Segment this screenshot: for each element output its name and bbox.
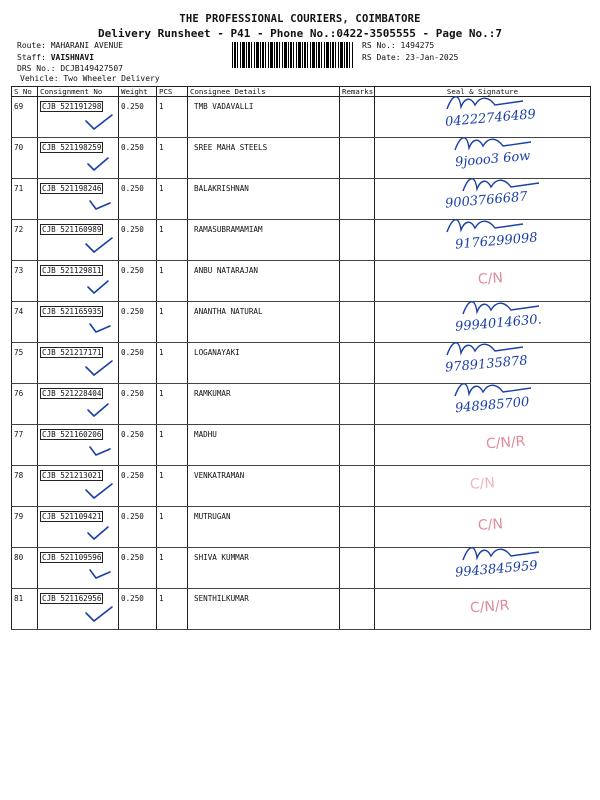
consignment-number: CJB 521109596 [42, 553, 102, 562]
consignee-name: SENTHILKUMAR [194, 594, 249, 603]
signature-cell [375, 384, 591, 425]
pcs-value-cell [157, 548, 188, 589]
remarks-value-cell [340, 138, 375, 179]
phone-number-handwritten: 9176299098 [454, 230, 539, 253]
remarks-value-cell [340, 589, 375, 630]
weight-value: 0.250 [121, 512, 144, 521]
consignee-name: SREE MAHA STEELS [194, 143, 268, 152]
col-header-consignee: Consignee Details [188, 87, 340, 97]
check-mark-icon [82, 400, 114, 420]
pcs-value-cell [157, 425, 188, 466]
weight-value: 0.250 [121, 225, 144, 234]
cn-remark-handwritten: C/N [477, 270, 504, 288]
pcs-value: 1 [159, 512, 164, 521]
cn-remark-handwritten: C/N/R [469, 597, 510, 617]
weight-value: 0.250 [121, 471, 144, 480]
weight-value-cell [119, 466, 157, 507]
pcs-value: 1 [159, 143, 164, 152]
weight-value-cell [119, 97, 157, 138]
consignment-number: CJB 521129811 [42, 266, 102, 275]
remarks-value-cell [340, 220, 375, 261]
consignment-number: CJB 521165935 [42, 307, 102, 316]
weight-value-cell [119, 302, 157, 343]
table-body [12, 97, 591, 630]
check-mark-icon [82, 359, 114, 379]
consignment-number-cell [38, 466, 119, 507]
vehicle-label: Vehicle: Two Wheeler Delivery [20, 74, 160, 83]
cn-remark-handwritten: C/N/R [485, 433, 526, 453]
signature-area [375, 589, 590, 629]
pcs-value-cell [157, 302, 188, 343]
pcs-value: 1 [159, 307, 164, 316]
consignment-number-cell [38, 343, 119, 384]
signature-area [375, 220, 590, 260]
signature-cell [375, 589, 591, 630]
phone-number-handwritten: 9jooo3 6ow [454, 148, 531, 171]
pcs-value-cell [157, 179, 188, 220]
consignment-number: CJB 521160206 [42, 430, 102, 439]
weight-value: 0.250 [121, 102, 144, 111]
pcs-value-cell [157, 589, 188, 630]
consignee-name: SHIVA KUMMAR [194, 553, 249, 562]
signature-area [375, 343, 590, 383]
weight-value-cell [119, 138, 157, 179]
runsheet-title: Delivery Runsheet - P41 - Phone No.:0422-3505555 - Page No.:7 [98, 27, 502, 40]
col-header-pcs: PCS [157, 87, 188, 97]
consignment-number: CJB 521162956 [42, 594, 102, 603]
consignee-name: ANANTHA NATURAL [194, 307, 263, 316]
consignment-number: CJB 521198246 [42, 184, 102, 193]
signature-cell [375, 466, 591, 507]
consignee-name: TMB VADAVALLI [194, 102, 254, 111]
check-mark-icon [82, 277, 114, 297]
weight-value-cell [119, 589, 157, 630]
pcs-value: 1 [159, 184, 164, 193]
staff-value: VAISHNAVI [50, 53, 95, 62]
serial-number-cell [12, 220, 38, 261]
weight-value-cell [119, 507, 157, 548]
weight-value-cell [119, 261, 157, 302]
remarks-value-cell [340, 302, 375, 343]
table-row [12, 220, 591, 261]
consignment-number-cell [38, 138, 119, 179]
consignee-name: MADHU [194, 430, 217, 439]
serial-number: 74 [14, 307, 24, 316]
weight-value-cell [119, 179, 157, 220]
check-mark-icon [82, 236, 114, 256]
pcs-value: 1 [159, 471, 164, 480]
consignee-name: BALAKRISHNAN [194, 184, 249, 193]
serial-number: 78 [14, 471, 24, 480]
remarks-value-cell [340, 425, 375, 466]
table-row [12, 384, 591, 425]
consignment-number: CJB 521228404 [42, 389, 102, 398]
table-row [12, 548, 591, 589]
pcs-value: 1 [159, 430, 164, 439]
serial-number-cell [12, 261, 38, 302]
col-header-consignment: Consignment No [38, 87, 119, 97]
serial-number: 71 [14, 184, 24, 193]
consignee-name-cell [188, 97, 340, 138]
pcs-value: 1 [159, 266, 164, 275]
consignee-name-cell [188, 589, 340, 630]
serial-number-cell [12, 425, 38, 466]
check-mark-icon [82, 154, 114, 174]
consignee-name-cell [188, 425, 340, 466]
signature-area [375, 466, 590, 506]
signature-area [375, 548, 590, 588]
pcs-value-cell [157, 261, 188, 302]
pcs-value: 1 [159, 594, 164, 603]
serial-number: 81 [14, 594, 24, 603]
consignment-number: CJB 521198259 [42, 143, 102, 152]
consignee-name: VENKATRAMAN [194, 471, 245, 480]
cn-remark-handwritten: C/N [477, 516, 504, 534]
serial-number-cell [12, 343, 38, 384]
consignment-number-cell [38, 179, 119, 220]
weight-value: 0.250 [121, 430, 144, 439]
pcs-value-cell [157, 466, 188, 507]
consignee-name-cell [188, 179, 340, 220]
pcs-value: 1 [159, 553, 164, 562]
consignee-name: ANBU NATARAJAN [194, 266, 259, 275]
weight-value-cell [119, 220, 157, 261]
drs-number: DRS No.: DCJB149427507 [17, 64, 123, 73]
weight-value-cell [119, 425, 157, 466]
remarks-value-cell [340, 384, 375, 425]
weight-value-cell [119, 343, 157, 384]
pcs-value-cell [157, 343, 188, 384]
signature-cell [375, 220, 591, 261]
consignee-name: MUTRUGAN [194, 512, 231, 521]
consignment-number-cell [38, 507, 119, 548]
signature-area [375, 384, 590, 424]
consignment-number-cell [38, 97, 119, 138]
check-mark-icon [82, 113, 114, 133]
phone-number-handwritten: 9994014630. [454, 312, 543, 335]
serial-number-cell [12, 179, 38, 220]
weight-value: 0.250 [121, 143, 144, 152]
weight-value: 0.250 [121, 307, 144, 316]
weight-value: 0.250 [121, 184, 144, 193]
consignee-name-cell [188, 343, 340, 384]
signature-cell [375, 425, 591, 466]
weight-value-cell [119, 384, 157, 425]
check-mark-icon [82, 441, 114, 461]
consignee-name: RAMASUBRAMAMIAM [194, 225, 263, 234]
check-mark-icon [82, 482, 114, 502]
table-row [12, 466, 591, 507]
runsheet-table [11, 86, 591, 630]
serial-number-cell [12, 548, 38, 589]
pcs-value: 1 [159, 225, 164, 234]
remarks-value-cell [340, 548, 375, 589]
consignee-name-cell [188, 261, 340, 302]
serial-number: 77 [14, 430, 24, 439]
phone-number-handwritten: 9789135878 [444, 353, 529, 376]
signature-area [375, 138, 590, 178]
weight-value: 0.250 [121, 553, 144, 562]
check-mark-icon [82, 318, 114, 338]
consignment-number: CJB 521160989 [42, 225, 102, 234]
signature-area [375, 179, 590, 219]
serial-number: 70 [14, 143, 24, 152]
signature-area [375, 97, 590, 137]
consignee-name-cell [188, 507, 340, 548]
check-mark-icon [82, 564, 114, 584]
phone-number-handwritten: 9003766687 [444, 189, 529, 212]
pcs-value-cell [157, 97, 188, 138]
remarks-value-cell [340, 97, 375, 138]
consignee-name-cell [188, 220, 340, 261]
pcs-value-cell [157, 507, 188, 548]
serial-number-cell [12, 97, 38, 138]
signature-area [375, 425, 590, 465]
weight-value: 0.250 [121, 389, 144, 398]
phone-number-handwritten: 9943845959 [454, 558, 539, 581]
table-row [12, 589, 591, 630]
serial-number: 75 [14, 348, 24, 357]
consignment-number: CJB 521191298 [42, 102, 102, 111]
serial-number: 79 [14, 512, 24, 521]
consignment-number: CJB 521217171 [42, 348, 102, 357]
remarks-value-cell [340, 507, 375, 548]
weight-value: 0.250 [121, 594, 144, 603]
rs-date: RS Date: 23-Jan-2025 [362, 53, 459, 62]
consignee-name-cell [188, 466, 340, 507]
pcs-value: 1 [159, 102, 164, 111]
serial-number-cell [12, 384, 38, 425]
signature-area [375, 302, 590, 342]
weight-value: 0.250 [121, 266, 144, 275]
remarks-value-cell [340, 261, 375, 302]
pcs-value-cell [157, 384, 188, 425]
serial-number: 76 [14, 389, 24, 398]
rs-number: RS No.: 1494275 [362, 41, 435, 50]
consignee-name-cell [188, 138, 340, 179]
serial-number-cell [12, 507, 38, 548]
staff-label: Staff: [17, 53, 51, 62]
pcs-value: 1 [159, 348, 164, 357]
consignee-name: LOGANAYAKI [194, 348, 240, 357]
serial-number-cell [12, 589, 38, 630]
serial-number-cell [12, 466, 38, 507]
weight-value-cell [119, 548, 157, 589]
col-header-weight: Weight [119, 87, 157, 97]
consignee-name-cell [188, 302, 340, 343]
weight-value: 0.250 [121, 348, 144, 357]
remarks-value-cell [340, 343, 375, 384]
signature-cell [375, 548, 591, 589]
serial-number-cell [12, 302, 38, 343]
consignee-name: RAMKUMAR [194, 389, 231, 398]
pcs-value-cell [157, 220, 188, 261]
barcode-image [232, 42, 354, 68]
pcs-value: 1 [159, 389, 164, 398]
consignment-number-cell [38, 425, 119, 466]
company-title: THE PROFESSIONAL COURIERS, COIMBATORE [179, 13, 421, 25]
consignment-number: CJB 521213021 [42, 471, 102, 480]
col-header-remarks: Remarks [340, 87, 375, 97]
consignment-number-cell [38, 548, 119, 589]
consignee-name-cell [188, 548, 340, 589]
check-mark-icon [82, 195, 114, 215]
consignee-name-cell [188, 384, 340, 425]
pcs-value-cell [157, 138, 188, 179]
check-mark-icon [82, 523, 114, 543]
consignment-number: CJB 521109421 [42, 512, 102, 521]
remarks-value-cell [340, 466, 375, 507]
serial-number: 69 [14, 102, 24, 111]
consignment-number-cell [38, 589, 119, 630]
signature-area [375, 261, 590, 301]
consignment-number-cell [38, 384, 119, 425]
cn-remark-handwritten: C/N [469, 475, 496, 493]
remarks-value-cell [340, 179, 375, 220]
serial-number: 80 [14, 553, 24, 562]
phone-number-handwritten: 948985700 [454, 394, 530, 417]
staff-line [17, 53, 94, 62]
check-mark-icon [82, 605, 114, 625]
consignment-number-cell [38, 302, 119, 343]
col-header-signature: Seal & Signature [375, 87, 591, 97]
consignment-number-cell [38, 220, 119, 261]
serial-number: 73 [14, 266, 24, 275]
consignment-number-cell [38, 261, 119, 302]
phone-number-handwritten: 04222746489 [444, 107, 537, 130]
col-header-sno: S No [12, 87, 38, 97]
serial-number-cell [12, 138, 38, 179]
table-row [12, 425, 591, 466]
signature-area [375, 507, 590, 547]
serial-number: 72 [14, 225, 24, 234]
route-label: Route: MAHARANI AVENUE [17, 41, 123, 50]
